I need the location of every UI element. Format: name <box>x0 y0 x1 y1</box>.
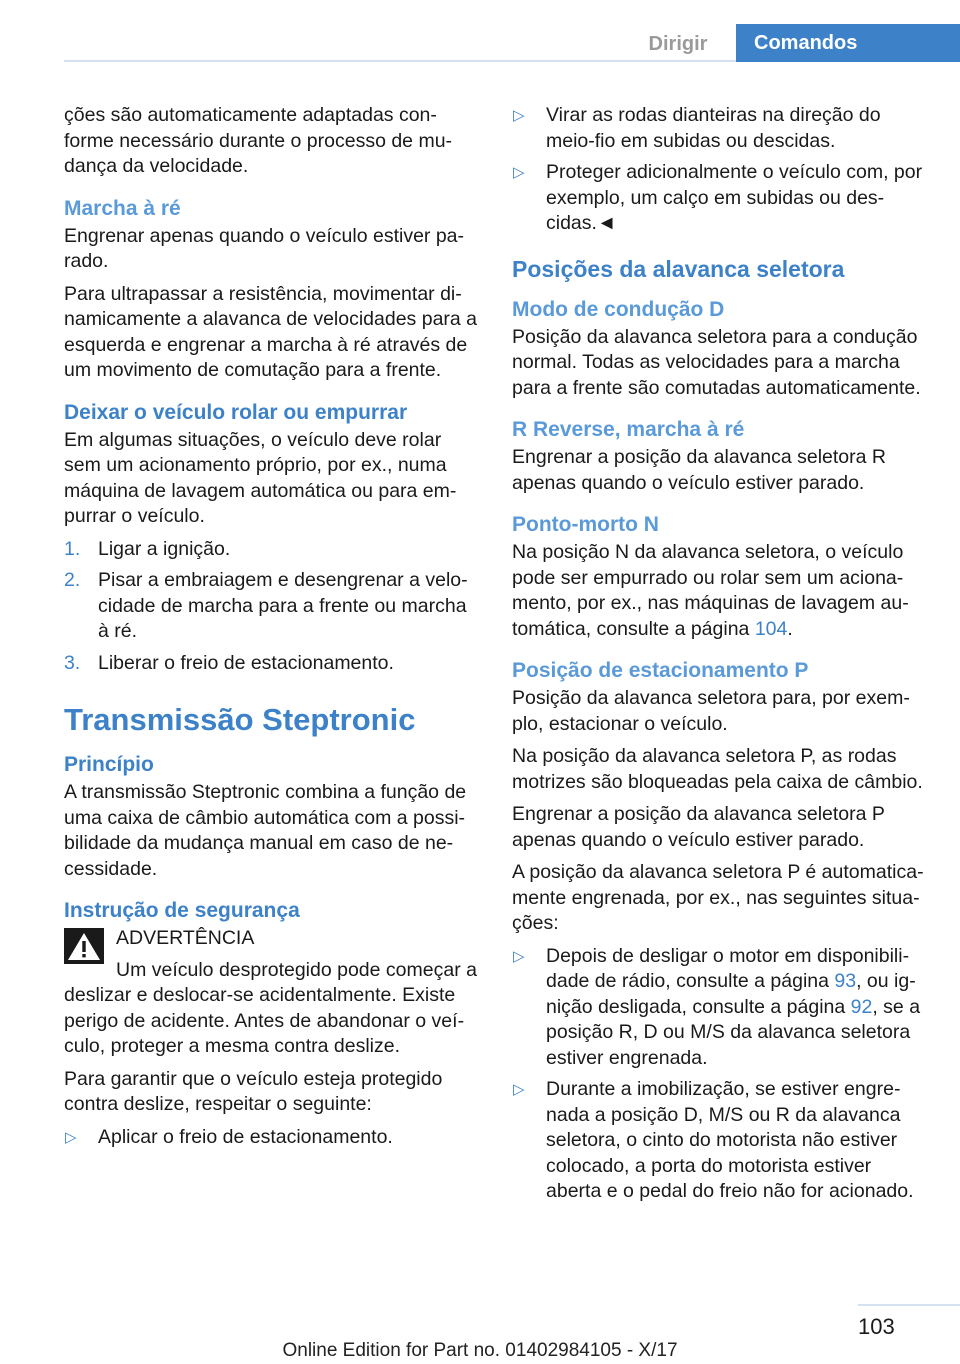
park-paragraph-3: Engrenar a posição da alavanca seletora P apenas quando o veículo estiver parado. <box>512 803 885 851</box>
step-text: Pisar a embraiagem e desengrenar a velocidade de marcha para a frente ou marcha à ré. <box>98 569 468 642</box>
list-item: ▷ Depois de desligar o motor em disponibilidade de rádio, consulte a página 93, ou ignição desligada, consulte a página 92, se a posição R, D ou M/S da alavanca seletora estiver engrenada. <box>513 944 921 1069</box>
list-item: ▷ Proteger adicionalmente o veículo com, por exemplo, um calço em subidas ou descidas.◄ <box>513 161 923 234</box>
header-section-label: Dirigir <box>648 33 708 55</box>
park-heading: Posição de estacionamento P <box>512 659 809 682</box>
triangle-bullet-icon: ▷ <box>513 947 525 965</box>
drive-paragraph: Posição da alavanca seletora para a condução normal. Todas as velocidades para a marcha para a frente são comutadas automaticamente. <box>512 325 921 399</box>
footer-edition: Online Edition for Part no. 01402984105 - X/17 <box>282 1340 678 1361</box>
right-column <box>512 103 928 1213</box>
steps-list <box>64 537 478 677</box>
page-link[interactable]: 104 <box>754 617 788 640</box>
warning-label: ADVERTÊNCIA <box>116 927 255 949</box>
step-number: 1. <box>64 537 81 560</box>
reverse-heading: R Reverse, marcha à ré <box>512 418 745 441</box>
intro-paragraph: ções são automaticamente adaptadas conforme necessário durante o processo de mudança da velocidade. <box>64 104 453 177</box>
triangle-bullet-icon: ▷ <box>513 107 525 124</box>
step-number: 2. <box>64 569 81 591</box>
list-item: ▷ Aplicar o freio de estacionamento. <box>64 1125 478 1151</box>
guarantee-list <box>64 1125 478 1151</box>
step-number: 3. <box>64 651 81 674</box>
list-item <box>64 568 478 645</box>
reverse-paragraph-1: Engrenar apenas quando o veículo estiver parado. <box>64 224 465 272</box>
list-item <box>64 537 478 563</box>
park-paragraph-4: A posição da alavanca seletora P é automaticamente engrenada, por ex., nas seguintes situações: <box>512 861 924 934</box>
positions-heading: Posições da alavanca seletora <box>512 255 845 282</box>
roll-push-heading: Deixar o veículo rolar ou empurrar <box>64 400 408 424</box>
neutral-heading: Ponto-morto N <box>512 513 659 536</box>
principle-paragraph: A transmissão Steptronic combina a função de uma caixa de câmbio automática com a possibilidade da mudança manual em caso de necessidade. <box>64 781 467 880</box>
neutral-paragraph: Na posição N da alavanca seletora, o veículo pode ser empurrado ou rolar sem um acionamento, por ex., nas máquinas de lavagem automática, consulte a página 104. <box>512 541 909 640</box>
warning-block <box>64 926 478 952</box>
roll-paragraph: Em algumas situações, o veículo deve rolar sem um acionamento próprio, por ex., numa máquina de lavagem automática ou para empurrar o veículo. <box>64 428 457 527</box>
warning-triangle-icon <box>64 928 104 964</box>
step-text: Ligar a ignição. <box>98 537 231 560</box>
triangle-bullet-icon: ▷ <box>513 164 525 181</box>
top-bullet-list <box>512 103 928 237</box>
warning-text: Um veículo desprotegido pode começar a deslizar e deslocar-se acidentalmente. Existe perigo de acidente. Antes de abandonar o veículo, proteger a mesma contra deslize. <box>64 958 477 1057</box>
list-item: ▷ Durante a imobilização, se estiver engrenada a posição D, M/S ou R da alavanca seletora, o cinto do motorista não estiver colocado, a porta do motorista estiver aberta e o pedal do freio não for acionado. <box>513 1078 914 1202</box>
header-chapter-tab: Comandos <box>736 24 960 62</box>
safety-heading: Instrução de segurança <box>64 899 300 922</box>
reverse-paragraph: Engrenar a posição da alavanca seletora R apenas quando o veículo estiver parado. <box>512 446 886 494</box>
list-item <box>64 651 478 677</box>
triangle-bullet-icon: ▷ <box>65 1128 77 1146</box>
principle-heading: Princípio <box>64 753 154 776</box>
drive-mode-heading: Modo de condução D <box>512 297 725 321</box>
reverse-gear-heading: Marcha à ré <box>64 196 181 220</box>
footer-rule <box>858 1304 960 1306</box>
reverse-paragraph-2: Para ultrapassar a resistência, movimentar dinamicamente a alavanca de velocidades para a esquerda e engrenar a marcha à ré através de um movimento de comutação para a frente. <box>64 282 478 381</box>
guarantee-paragraph: Para garantir que o veículo esteja protegido contra deslize, respeitar o seguinte: <box>64 1067 443 1115</box>
list-item: ▷ Virar as rodas dianteiras na direção do meio-fio em subidas ou descidas. <box>513 104 881 152</box>
park-paragraph-2: Na posição da alavanca seletora P, as rodas motrizes são bloqueadas pela caixa de câmbio. <box>512 745 923 793</box>
triangle-bullet-icon: ▷ <box>513 1081 525 1098</box>
page-link[interactable]: 92 <box>850 995 873 1018</box>
step-text: Liberar o freio de estacionamento. <box>98 651 394 674</box>
park-bullet-list <box>512 944 928 1205</box>
page-number: 103 <box>858 1314 895 1339</box>
page-link[interactable]: 93 <box>834 970 857 992</box>
steptronic-heading: Transmissão Steptronic <box>64 702 416 737</box>
park-paragraph-1: Posição da alavanca seletora para, por exemplo, estacionar o veículo. <box>512 687 910 735</box>
left-column <box>64 103 478 1158</box>
